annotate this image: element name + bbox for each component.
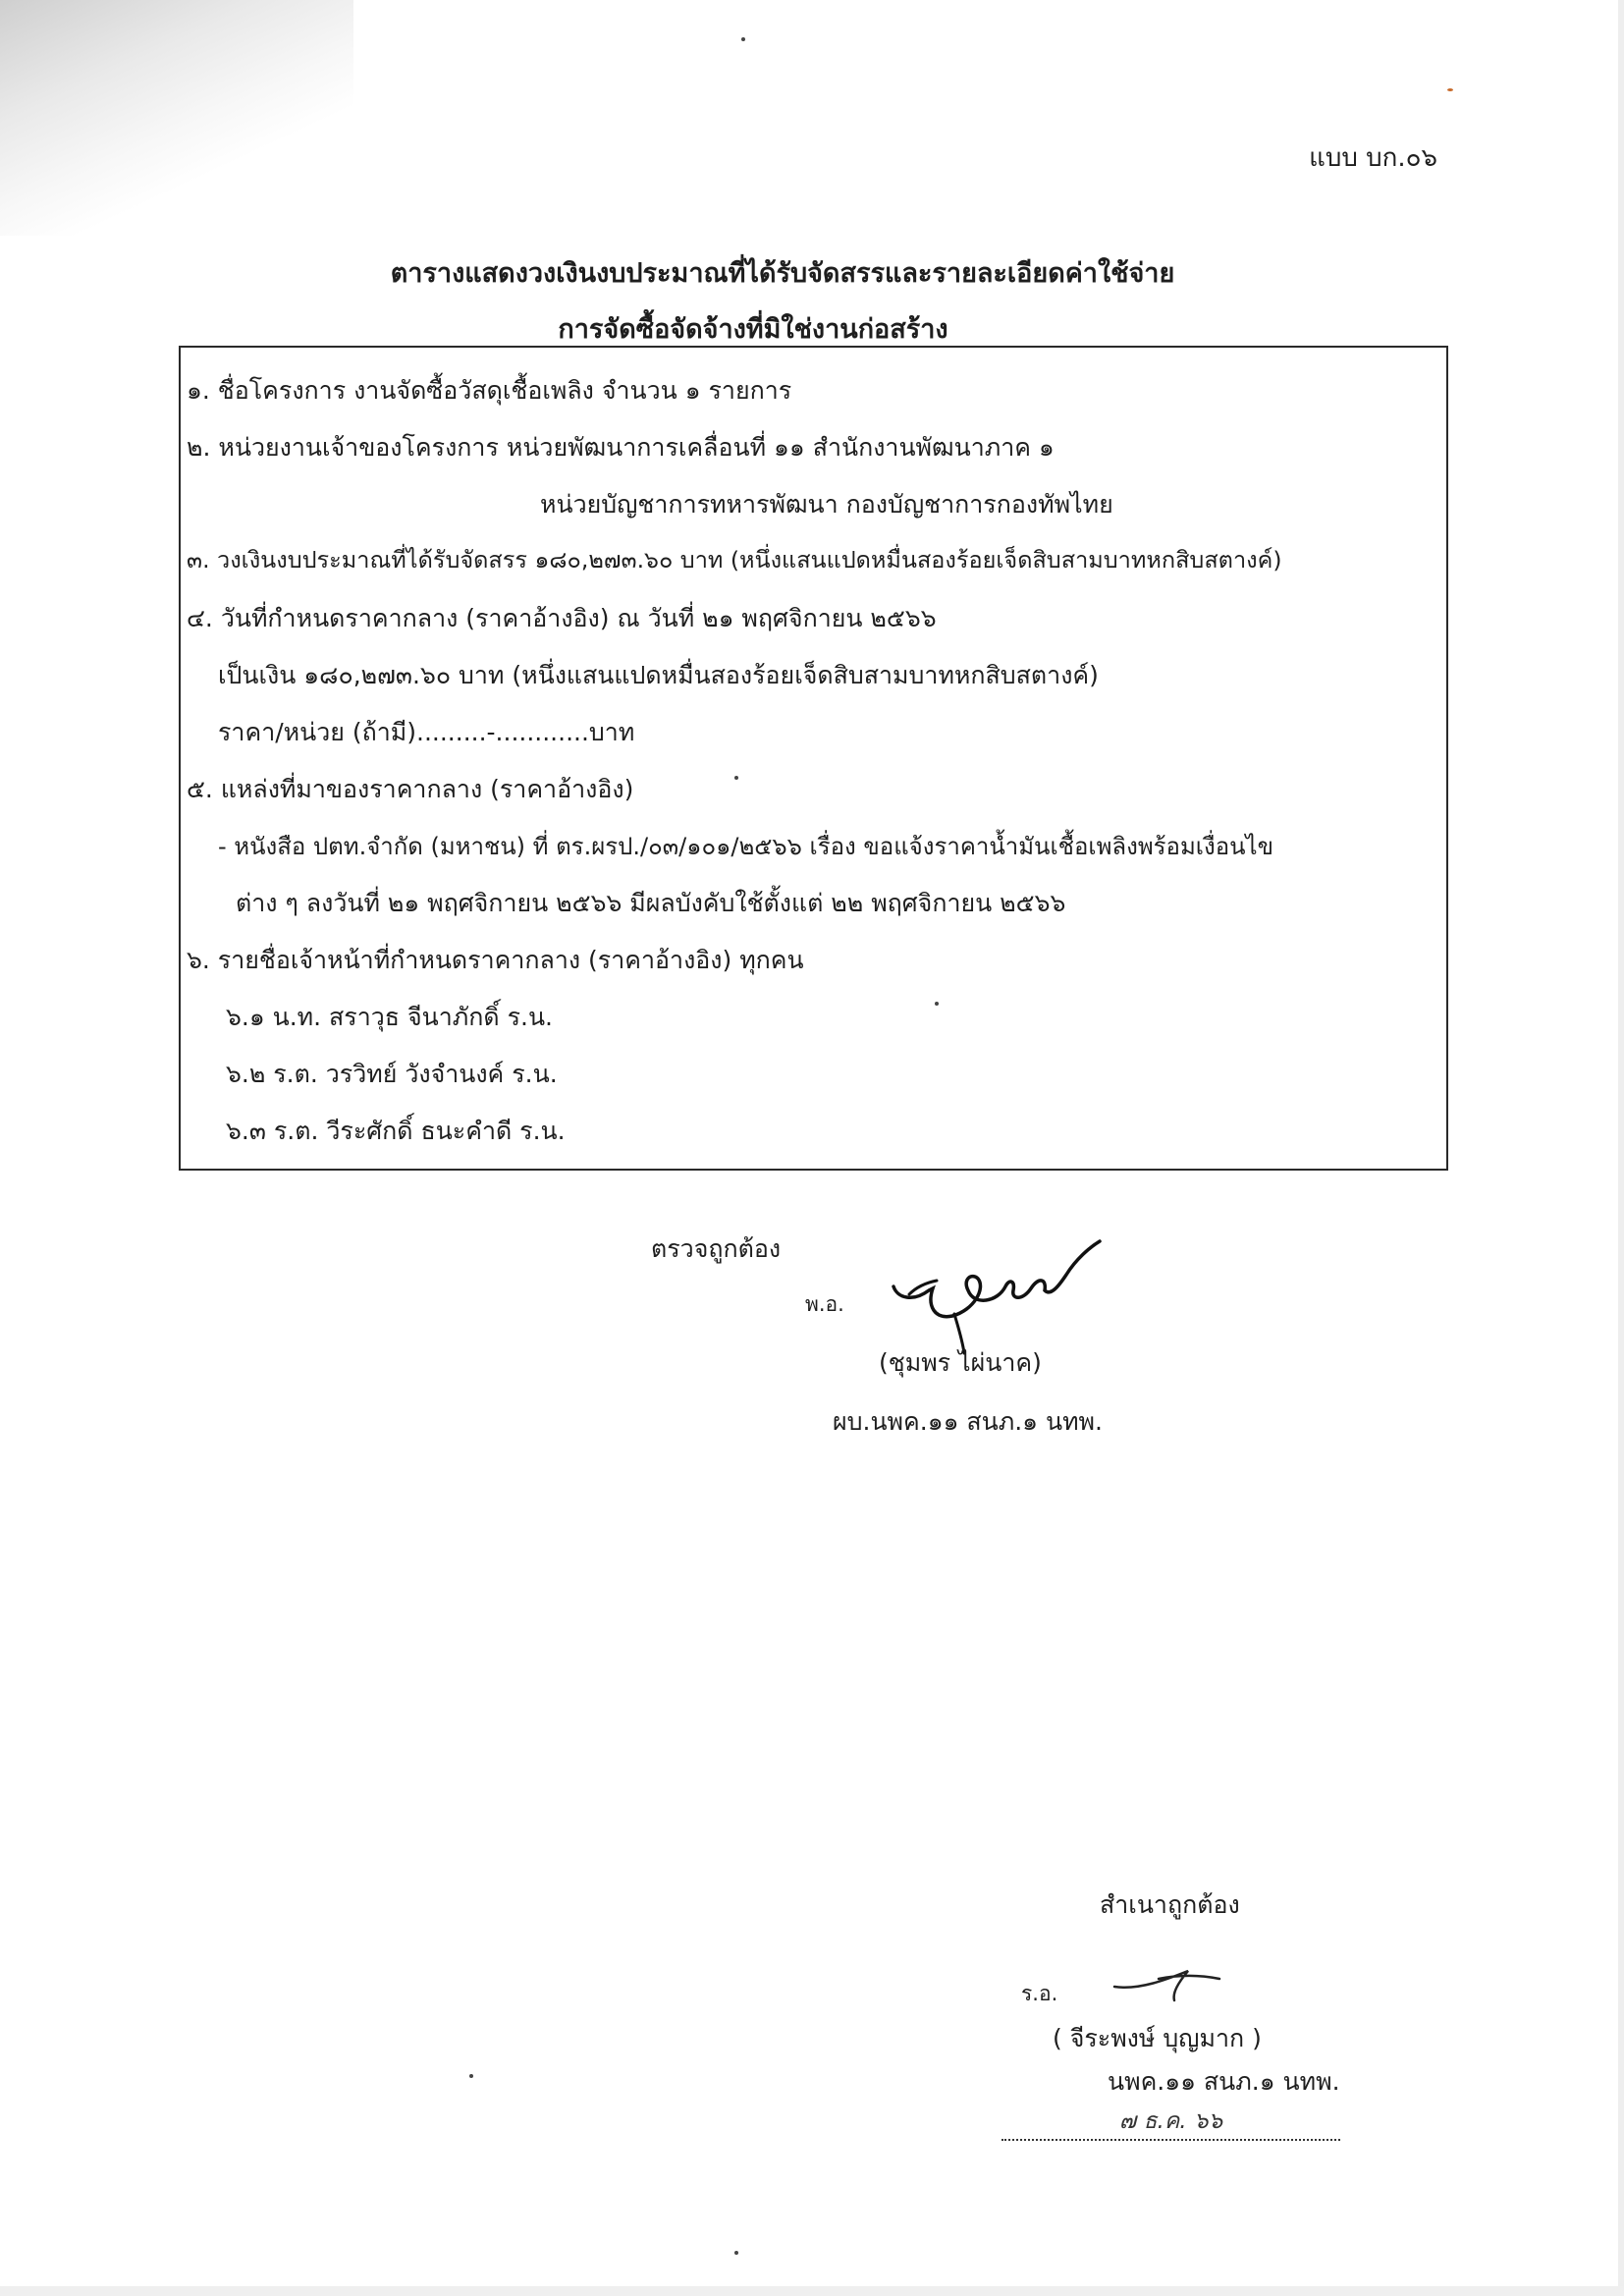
certified-copy-position: นพค.๑๑ สนภ.๑ นทพ. [1108,2067,1340,2096]
certified-copy-date: ๗ ธ.ค. ๖๖ [1001,2104,1340,2141]
document-title: ตารางแสดงวงเงินงบประมาณที่ได้รับจัดสรรและรายละเอียดค่าใช้จ่าย [390,258,1175,289]
document-subtitle: การจัดซื้อจัดจ้างที่มิใช่งานก่อสร้าง [558,314,948,345]
unit-price-line: ราคา/หน่วย (ถ้ามี).........-............บาท [218,718,635,746]
scan-page-curl [0,0,353,236]
scan-edge-right [1618,0,1624,2296]
certified-copy-name: ( จีระพงษ์ บุญมาก ) [1053,2024,1262,2052]
verification-rank: พ.อ. [805,1292,844,1316]
scan-speck [469,2074,473,2078]
certified-copy-rank: ร.อ. [1021,1982,1058,2005]
budget-line: ๓. วงเงินงบประมาณที่ได้รับจัดสรร ๑๘๐,๒๗๓.๖๐ บาท (หนึ่งแสนแปดหมื่นสองร้อยเจ็ดสิบสามบาทหกสิบสตางค์) [187,546,1282,574]
official-item: ๖.๑ น.ท. สราวุธ จีนาภักดิ์ ร.น. [226,1003,553,1031]
scan-speck [741,37,745,41]
certified-copy-signature [1110,1949,1227,2008]
price-source-detail-1: - หนังสือ ปตท.จำกัด (มหาชน) ที่ ตร.ผรป./๐๓/๑๐๑/๒๕๖๖ เรื่อง ขอแจ้งราคาน้ำมันเชื้อเพลิงพร้อมเงื่อนไข [218,833,1273,860]
verification-heading: ตรวจถูกต้อง [651,1234,782,1263]
scan-speck [734,2251,738,2255]
official-item: ๖.๓ ร.ต. วีระศักดิ์ ธนะคำดี ร.น. [226,1117,566,1145]
official-item: ๖.๒ ร.ต. วรวิทย์ วังจำนงค์ ร.น. [226,1060,558,1088]
price-source-line: ๕. แหล่งที่มาของราคากลาง (ราคาอ้างอิง) [187,775,634,803]
reference-date-line: ๔. วันที่กำหนดราคากลาง (ราคาอ้างอิง) ณ วันที่ ๒๑ พฤศจิกายน ๒๕๖๖ [187,604,937,632]
project-owner-line-2: หน่วยบัญชาการทหารพัฒนา กองบัญชาการกองทัพไทย [540,490,1113,519]
project-name-line: ๑. ชื่อโครงการ งานจัดซื้อวัสดุเชื้อเพลิง จำนวน ๑ รายการ [187,376,792,405]
scan-edge-bottom [0,2286,1624,2296]
officials-heading: ๖. รายชื่อเจ้าหน้าที่กำหนดราคากลาง (ราคาอ้างอิง) ทุกคน [187,946,804,974]
detail-box [179,346,1448,1171]
verification-position: ผบ.นพค.๑๑ สนภ.๑ นทพ. [833,1407,1103,1436]
certified-copy-heading: สำเนาถูกต้อง [1100,1890,1240,1919]
amount-line: เป็นเงิน ๑๘๐,๒๗๓.๖๐ บาท (หนึ่งแสนแปดหมื่นสองร้อยเจ็ดสิบสามบาทหกสิบสตางค์) [218,661,1099,689]
verification-name: (ชุมพร ไผ่นาค) [879,1348,1042,1377]
form-code: แบบ บก.๐๖ [1309,143,1437,173]
project-owner-line: ๒. หน่วยงานเจ้าของโครงการ หน่วยพัฒนาการเคลื่อนที่ ๑๑ สำนักงานพัฒนาภาค ๑ [187,433,1055,462]
price-source-detail-2: ต่าง ๆ ลงวันที่ ๒๑ พฤศจิกายน ๒๕๖๖ มีผลบังคับใช้ตั้งแต่ ๒๒ พฤศจิกายน ๒๕๖๖ [236,889,1066,917]
scan-speck [1447,88,1453,91]
